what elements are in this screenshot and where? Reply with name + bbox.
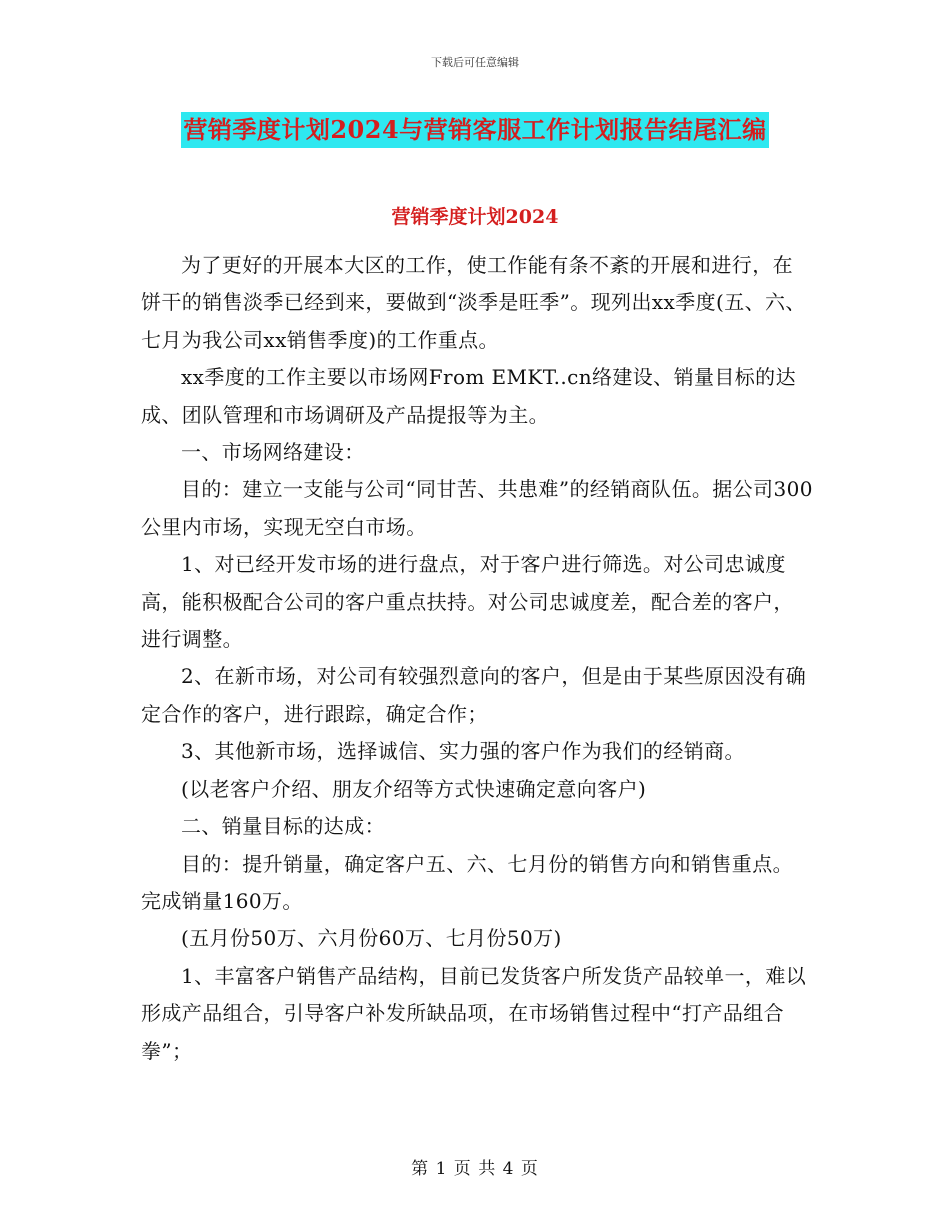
paragraph: xx季度的工作主要以市场网From EMKT..cn络建设、销量目标的达成、团队管理和市场调研及产品提报等为主。 [141,365,796,427]
paragraph: 3、其他新市场，选择诚信、实力强的客户作为我们的经销商。 [181,739,745,764]
paragraph: 1、对已经开发市场的进行盘点，对于客户进行筛选。对公司忠诚度高，能积极配合公司的客户重点扶持。对公司忠诚度差，配合差的客户，进行调整。 [141,552,794,652]
section-title: 营销季度计划2024 [391,206,559,228]
paragraph: 目的：提升销量，确定客户五、六、七月份的销售方向和销售重点。完成销量160万。 [141,851,793,913]
page-footer: 第 1 页 共 4 页 [411,1159,539,1179]
paragraph: (五月份50万、六月份60万、七月份50万) [181,926,562,951]
paragraph: 一、市场网络建设： [181,440,365,465]
document-body [141,247,813,1070]
paragraph: 1、丰富客户销售产品结构，目前已发货客户所发货产品较单一，难以形成产品组合，引导客户补发所缺品项，在市场销售过程中“打产品组合拳”； [141,963,807,1063]
paragraph: (以老客户介绍、朋友介绍等方式快速确定意向客户) [181,776,647,801]
paragraph: 为了更好的开展本大区的工作，使工作能有条不紊的开展和进行，在饼干的销售淡季已经到来，要做到“淡季是旺季”。现列出xx季度(五、六、七月为我公司xx销售季度)的工作重点。 [141,253,806,352]
paragraph: 2、在新市场，对公司有较强烈意向的客户，但是由于某些原因没有确定合作的客户，进行跟踪，确定合作； [141,664,807,726]
paragraph: 二、销量目标的达成： [181,814,385,839]
paragraph: 目的：建立一支能与公司“同甘苦、共患难”的经销商队伍。据公司300公里内市场，实现无空白市场。 [141,477,813,539]
document-title: 营销季度计划2024与营销客服工作计划报告结尾汇编 [181,112,768,148]
header-note: 下载后可任意编辑 [431,56,519,69]
document-title-container [0,112,950,148]
